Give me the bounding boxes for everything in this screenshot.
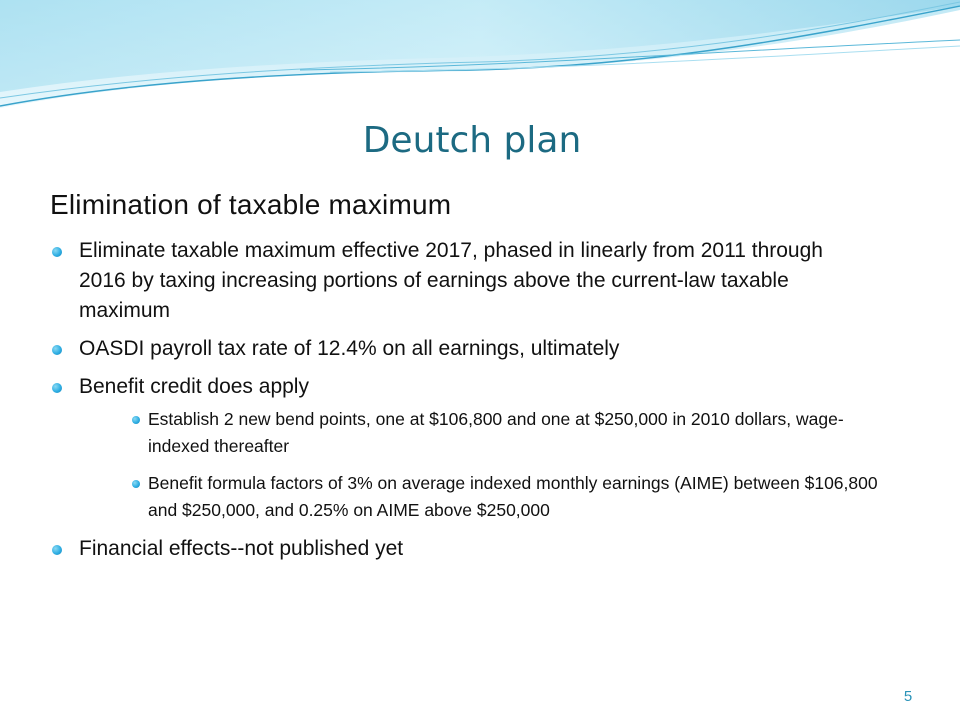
bullet-dot-icon <box>52 247 62 257</box>
sub-bullet-text: Benefit formula factors of 3% on average indexed monthly earnings (AIME) between $106,800 and $250,000, and 0.25% on AIME above $250,000 <box>148 473 878 520</box>
bullet-item <box>50 334 870 364</box>
slide-title: Deutch plan <box>362 120 582 161</box>
sub-bullet-dot-icon <box>132 416 140 424</box>
bullet-dot-icon <box>52 545 62 555</box>
slide-content <box>50 186 878 572</box>
bullet-text: OASDI payroll tax rate of 12.4% on all earnings, ultimately <box>79 337 620 360</box>
bullet-text: Eliminate taxable maximum effective 2017, phased in linearly from 2011 through 2016 by taxing increasing portions of earnings above the current-law taxable maximum <box>79 239 823 322</box>
sub-bullet-item <box>115 406 890 460</box>
bullet-list <box>50 236 878 564</box>
decorative-wave-banner <box>0 0 960 120</box>
bullet-item <box>50 372 878 524</box>
bullet-text: Financial effects--not published yet <box>79 537 404 560</box>
bullet-dot-icon <box>52 383 62 393</box>
bullet-dot-icon <box>52 345 62 355</box>
sub-bullet-item <box>115 470 890 524</box>
sub-bullet-text: Establish 2 new bend points, one at $106,800 and one at $250,000 in 2010 dollars, wage-indexed thereafter <box>148 409 844 456</box>
bullet-item <box>50 534 870 564</box>
sub-bullet-list <box>79 406 878 524</box>
bullet-item <box>50 236 870 326</box>
sub-bullet-dot-icon <box>132 480 140 488</box>
slide-subtitle: Elimination of taxable maximum <box>50 189 452 220</box>
bullet-text: Benefit credit does apply <box>79 375 309 398</box>
page-number: 5 <box>903 688 913 705</box>
